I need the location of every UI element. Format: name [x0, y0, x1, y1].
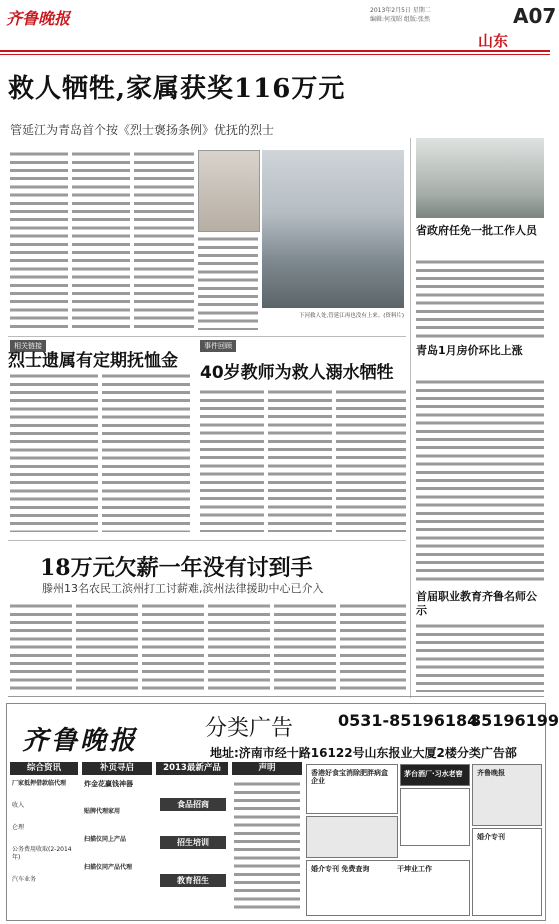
- ad-box: [472, 764, 542, 826]
- right-body: [416, 622, 544, 692]
- column-divider: [410, 138, 411, 698]
- ad-category: 声明: [232, 762, 302, 775]
- ad-phone: 85196199: [470, 711, 559, 730]
- ad-box-title: 干坤业工作: [397, 865, 432, 873]
- ad-line: 收入: [12, 802, 25, 809]
- ad-box: [306, 764, 398, 814]
- ad-box-title: 茅台酒厂·习水老窖: [404, 770, 463, 778]
- right-story-headline: 青岛1月房价环比上涨: [416, 344, 523, 357]
- issue-date: 2013年2月5日 星期二: [370, 7, 431, 14]
- body-column: [72, 150, 130, 330]
- ad-line: 贴牌代理家用: [84, 808, 121, 815]
- photo-caption: 下河救人处,管延江再也没有上来。(资料片): [298, 313, 404, 319]
- ad-box: [400, 764, 470, 786]
- main-headline: 救人牺牲,家属获奖116万元: [8, 74, 346, 104]
- body-column: [208, 602, 270, 692]
- body-column: [10, 602, 72, 692]
- ad-line: 汽车业务: [12, 876, 37, 883]
- ad-box: [306, 860, 470, 916]
- ad-logo: 齐鲁晚报: [22, 726, 139, 756]
- ad-notice-text: [234, 780, 300, 912]
- wages-headline: 18万元欠薪一年没有讨到手: [40, 555, 313, 581]
- body-column: [10, 150, 68, 330]
- ad-address: 地址:济南市经十路16122号山东报业大厦2楼分类广告部: [210, 746, 517, 760]
- ad-box-title: 齐鲁晚报: [477, 769, 505, 777]
- body-column: [102, 372, 190, 532]
- ad-column: [84, 780, 152, 915]
- right-story-headline: 首届职业教育齐鲁名师公示: [416, 590, 537, 617]
- issue-editor: 编辑:何茂昭 组版:张然: [370, 16, 430, 23]
- ad-line: 公务费用收取(2-2014年): [12, 846, 72, 861]
- related-headline: 烈士遗属有定期抚恤金: [8, 351, 178, 371]
- ad-box-title: 香港好食宝消除肥胖病盒企业: [311, 769, 388, 785]
- ad-column: [12, 780, 78, 915]
- right-body: [416, 258, 544, 338]
- ad-phone: 0531-85196184: [338, 711, 479, 730]
- teacher-headline: 40岁教师为救人溺水牺牲: [200, 363, 394, 383]
- body-column: [142, 602, 204, 692]
- wages-subheadline: 滕州13名农民工滨州打工讨薪难,滨州法律援助中心已介入: [42, 582, 324, 595]
- review-tag: 事件回顾: [200, 340, 236, 352]
- header-rule: [0, 50, 550, 52]
- ad-separator: [8, 696, 544, 697]
- ad-bar: 教育招生: [160, 874, 226, 887]
- body-column: [10, 372, 98, 532]
- portrait-photo: [198, 150, 260, 232]
- section-rule: [8, 540, 406, 541]
- related-tag: 相关链接: [10, 340, 46, 352]
- ad-box: [306, 816, 398, 858]
- right-story-headline: 省政府任免一批工作人员: [416, 224, 537, 237]
- ad-category: 补页寻启: [82, 762, 152, 775]
- body-column: [198, 235, 258, 330]
- ad-line: 扫描仪同产品代理: [84, 864, 133, 871]
- body-column: [134, 150, 194, 330]
- right-body: [416, 378, 544, 583]
- body-column: [76, 602, 138, 692]
- river-photo: [262, 150, 404, 308]
- ad-line: 厂家抵押借款临代理: [12, 780, 67, 787]
- ad-box: [472, 828, 542, 916]
- body-column: [336, 388, 406, 532]
- right-photo: [416, 138, 544, 218]
- ad-title: 分类广告: [205, 716, 294, 741]
- ad-bar: 招生培训: [160, 836, 226, 849]
- section-name: 山东: [478, 32, 509, 50]
- ad-box: [400, 788, 470, 846]
- ad-line: 扫描仪同上产品: [84, 836, 127, 843]
- ad-line: 仑理: [12, 824, 25, 831]
- body-column: [268, 388, 332, 532]
- ad-box-title: 婚介专刊 免费查询: [311, 865, 370, 873]
- header-rule-thin: [0, 54, 550, 55]
- section-rule: [8, 336, 406, 337]
- issue-meta: [370, 6, 510, 24]
- body-column: [200, 388, 264, 532]
- body-column: [274, 602, 336, 692]
- ad-box-title: 婚介专刊: [477, 833, 505, 841]
- ad-category: 2013最新产品: [156, 762, 228, 775]
- main-subheadline: 管延江为青岛首个按《烈士褒扬条例》优抚的烈士: [10, 123, 275, 137]
- body-column: [340, 602, 406, 692]
- masthead: 齐鲁晚报: [6, 9, 71, 28]
- ad-line: 炸金花赢钱神器: [84, 780, 133, 788]
- ad-bar: 食品招商: [160, 798, 226, 811]
- page-number: A07: [513, 4, 557, 28]
- ad-category: 综合资讯: [10, 762, 78, 775]
